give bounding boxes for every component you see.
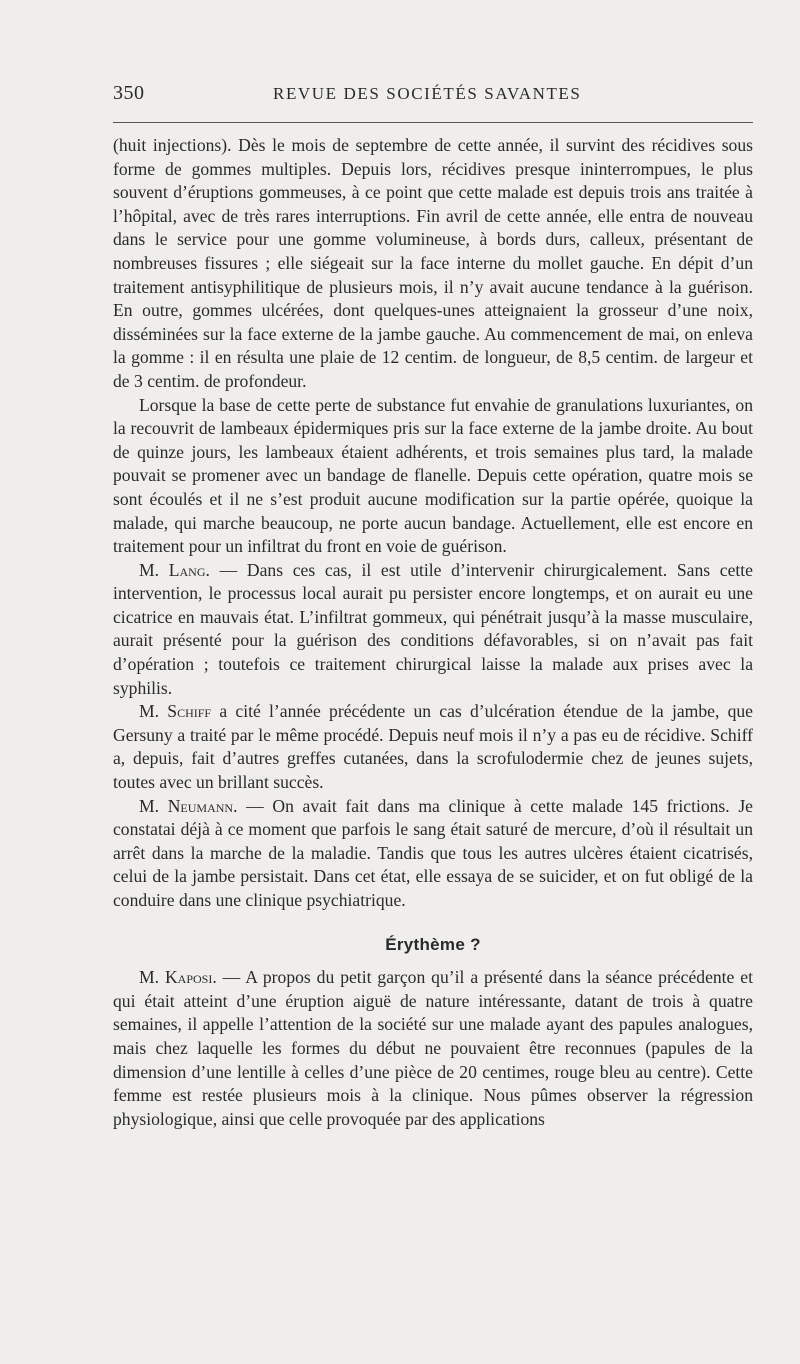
header-rule	[113, 122, 753, 123]
page-number: 350	[113, 82, 145, 104]
body-text	[113, 134, 753, 1131]
paragraph-6-text: — A propos du petit garçon qu’il a présenté dans la séance précédente et qui était atteint d’une éruption aiguë de nature intéressante, datant de trois à quatre semaines, il appelle l’attention de la société sur une malade ayant des papules analogues, mais chez laquelle les formes du début ne pouvaient être reconnues (papules de la dimension d’une lentille à celles d’une pièce de 20 centimes, rouge bleu au centre). Cette femme est restée plusieurs mois à la clinique. Nous pûmes observer la régression physiologique, ainsi que celle provoquée par des applications	[113, 967, 753, 1129]
running-title: REVUE DES SOCIÉTÉS SAVANTES	[273, 84, 582, 103]
paragraph-3	[113, 559, 753, 701]
paragraph-5	[113, 795, 753, 913]
paragraph-3-text: — Dans ces cas, il est utile d’intervenir chirurgicalement. Sans cette intervention, le processus local aurait pu persister encore longtemps, et on aurait eu une cicatrice en mauvais état. L’infiltrat gommeux, qui pénétrait jusqu’à la masse musculaire, aurait présenté pour la guérison des conditions défavorables, si on n’avait pas fait d’opération ; toutefois ce traitement chirurgical laisse la malade aux prises avec la syphilis.	[113, 559, 753, 698]
page-header	[113, 82, 753, 114]
speaker-lang: M. Lang.	[139, 559, 210, 580]
speaker-neumann: Neumann.	[167, 795, 238, 816]
speaker-prefix: M.	[139, 795, 168, 816]
paragraph-1: (huit injections). Dès le mois de septembre de cette année, il survint des récidives sous forme de gommes multiples. Depuis lors, récidives presque ininterrompues, le plus souvent d’éruptions gommeuses, à ce point que cette malade est depuis trois ans traitée à l’hôpital, avec de très rares interruptions. Fin avril de cette année, elle entra de nouveau dans le service pour une gomme volumineuse, à bords durs, calleux, présentant de nombreuses fissures ; elle siégeait sur la face interne du mollet gauche. En dépit d’un traitement antisyphilitique de plusieurs mois, il n’y avait aucune tendance à la guérison. En outre, gommes ulcérées, dont quelques-unes atteignaient la grosseur d’une noix, disséminées sur la face externe de la jambe gauche. Au commencement de mai, on enleva la gomme : il en résulta une plaie de 12 centim. de longueur, de 8,5 centim. de largeur et de 3 centim. de profondeur.	[113, 135, 753, 391]
speaker-kaposi: Kaposi.	[164, 967, 217, 988]
paragraph-2: Lorsque la base de cette perte de substance fut envahie de granulations luxuriantes, on la recouvrit de lambeaux épidermiques pris sur la face externe de la jambe droite. Au bout de quinze jours, les lambeaux étaient adhérents, et trois semaines plus tard, la malade pouvait se promener avec un bandage de flanelle. Depuis cette opération, quatre mois se sont écoulés et il ne s’est produit aucune modification sur la partie opérée, quoique la malade, qui marche beaucoup, ne porte aucun bandage. Actuellement, elle est encore en traitement pour un infiltrat du front en voie de guérison.	[113, 394, 753, 557]
speaker-prefix: M.	[139, 967, 165, 988]
speaker-prefix: M.	[139, 701, 168, 722]
paragraph-4	[113, 700, 753, 794]
paragraph-6	[113, 966, 753, 1131]
section-heading: Érythème ?	[385, 934, 481, 954]
paragraph-4-text: a cité l’année précédente un cas d’ulcération étendue de la jambe, que Gersuny a traité par le même procédé. Depuis neuf mois il n’y a pas eu de récidive. Schiff a, depuis, fait d’autres greffes cutanées, dans la scrofulodermie chez de jeunes sujets, toutes avec un brillant succès.	[113, 701, 753, 793]
paragraph-5-text: — On avait fait dans ma clinique à cette malade 145 frictions. Je constatai déjà à ce moment que parfois le sang était saturé de mercure, d’où il résultait un arrêt dans la marche de la maladie. Tandis que tous les autres ulcères étaient cicatrisés, celui de la jambe persistait. Dans cet état, elle essaya de se suicider, et on fut obligé de la conduire dans une clinique psychiatrique.	[113, 795, 753, 910]
speaker-schiff: Schiff	[167, 701, 212, 722]
